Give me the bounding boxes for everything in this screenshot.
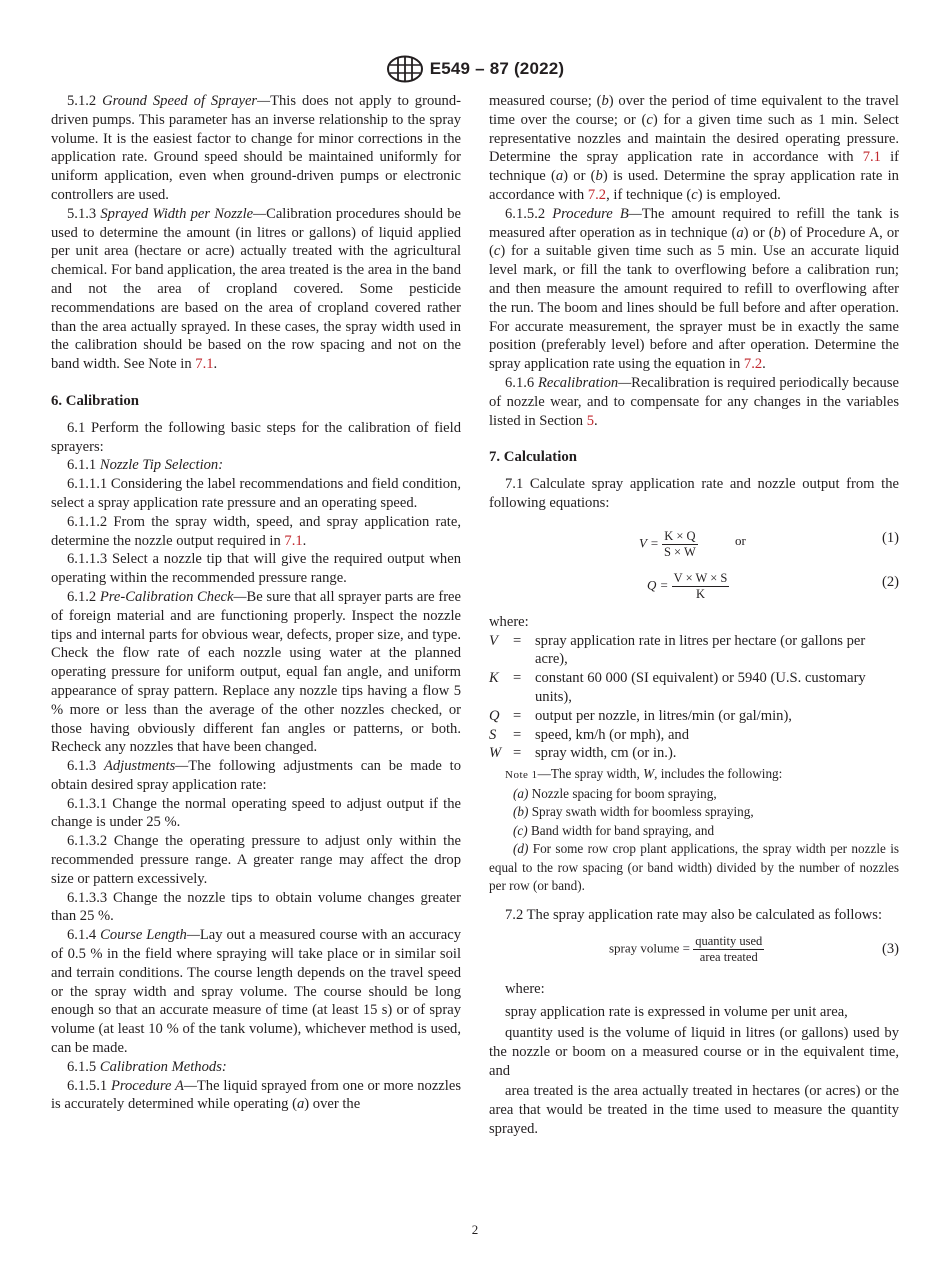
definition-sym: Q [489, 707, 500, 724]
right-column [489, 92, 899, 1139]
astm-logo-icon [386, 55, 424, 83]
definition-text: spray width, cm (or in.). [535, 745, 677, 762]
heading-calibration: 6. Calibration [51, 392, 139, 409]
ref-7-1[interactable]: 7.1 [195, 356, 214, 373]
page-number: 2 [471, 1222, 479, 1237]
definition-spray-volume: spray application rate is expressed in volume per unit area, [505, 1004, 848, 1021]
section-6-1-1-1: 6.1.1.1 Considering the label recommendations and field condition, select a spray application rate pressure and an operating speed. [51, 476, 461, 511]
equation-3: spray volume = $\frac{\text{quantity used}}{\text{area treated}}$ (3) [609, 934, 899, 965]
equation-2: Q = $\frac{V \times W \times S}{K}$ (2) [647, 570, 899, 601]
ref-section-5[interactable]: 5 [586, 412, 594, 429]
section-6-1-5: 6.1.5 Calibration Methods: [67, 1058, 227, 1075]
definition-text: speed, km/h (or mph), and [535, 726, 690, 743]
section-7-2: 7.2 The spray application rate may also be calculated as follows: [505, 906, 883, 923]
where-label: where: [489, 613, 529, 630]
definition-area-treated: area treated is the area actually treated in hectares (or acres) or the area that would be treated in the time used to measure the quantity sprayed. [489, 1083, 899, 1137]
definition-text: constant 60 000 (SI equivalent) or 5940 (U.S. customary units), [535, 670, 866, 705]
definition-eq: = [513, 707, 522, 724]
definition-sym: K [489, 670, 499, 687]
section-6-1-3: 6.1.3 Adjustments—The following adjustments can be made to obtain desired spray application rate: [51, 758, 461, 793]
definition-quantity-used: quantity used is the volume of liquid in litres (or gallons) used by the nozzle or boom on a measured course or in the equivalent time, and [489, 1025, 899, 1079]
section-5-1-3: 5.1.3 Sprayed Width per Nozzle—Calibration procedures should be used to determine the amount (in litres or gallons) of liquid applied per unit area (hectare or acre) actually treated with the agricultural chemical. For band application, the area treated is the area in the band and not the area of cropland covered. Some pesticide recommendations are based on the area of cropland covered rather than the area actually sprayed. In these cases, the spray width used in the calibration should be based on the row spacing and not on the band width. See Note in 7.1. [51, 205, 461, 373]
ref-7-2[interactable]: 7.2 [587, 186, 607, 203]
section-6-1-2: 6.1.2 Pre-Calibration Check—Be sure that all sprayer parts are free of foreign material and are functioning properly. Inspect the nozzle tips and internal parts for obvious wear, defects, proper size, and type. Check the flow rate of each nozzle using water at the planned operating pressure for uniform output, equal fan angle, and uniform appearance of spray pattern. Replace any nozzle tips having a flow 5 % more or less than the average of the other nozzles checked, or those having obviously different fan angles or patterns, or both. Recheck any nozzles that have been changed. [51, 588, 462, 756]
ref-7-1[interactable]: 7.1 [862, 149, 881, 166]
section-6-1-6: 6.1.6 Recalibration—Recalibration is required periodically because of nozzle wear, and to compensate for any changes in the variables listed in Section 5. [489, 374, 899, 429]
section-7-1: 7.1 Calculate spray application rate and nozzle output from the following equations: [489, 476, 899, 511]
variable-definitions [489, 632, 899, 764]
ref-7-1[interactable]: 7.1 [284, 532, 303, 549]
document-id: E549 – 87 (2022) [429, 59, 565, 78]
definition-row [489, 744, 899, 763]
section-6-1-5-1-continued: measured course; (b) over the period of time equivalent to the travel time over the course; or (c) for a given time such as 1 min. Select representative nozzles and maintain the desired operating pressure. Determine the spray application rate in accordance with 7.1 if technique (a) or (b) is used. Determine the spray application rate in accordance with 7.2, if technique (c) is employed. [489, 93, 899, 203]
section-6-1-5-1: 6.1.5.1 Procedure A—The liquid sprayed from one or more nozzles is accurately determined while operating (a) over the [51, 1077, 461, 1113]
note-item: (c) Band width for band spraying, and [513, 822, 715, 838]
section-6-1-1: 6.1.1 Nozzle Tip Selection: [67, 457, 224, 474]
where-label-2: where: [505, 981, 545, 998]
section-6-1-5-2: 6.1.5.2 Procedure B—The amount required to refill the tank is measured after operation as in technique (a) or (b) of Procedure A, or (c) for a suitable given time such as 5 min. Use an accurate liquid level mark, or fill the tank to overflowing before a calibration run; and then measure the amount required to refill to overflowing after the run. The boom and lines should be full before and after operation. For accurate measurement, the sprayer must be in exactly the same position (preferably level) before and after operation. Determine the spray application rate using the equation in 7.2. [489, 205, 899, 373]
note-item: (d) For some row crop plant applications, the spray width per nozzle is equal to the row spacing (or band width) divided by the number of nozzles per row (or band). [489, 841, 899, 894]
definition-row [489, 707, 899, 726]
definition-text: spray application rate in litres per hectare (or gallons per acre), [535, 632, 866, 668]
equation-1: V = $\frac{K \times Q}{S \times W}$ or (1) [639, 528, 899, 559]
definition-eq: = [513, 726, 522, 743]
left-column [51, 92, 461, 1114]
definition-sym: W [489, 745, 502, 762]
definition-eq: = [513, 745, 522, 762]
definition-eq: = [513, 632, 522, 649]
section-6-1-3-2: 6.1.3.2 Change the operating pressure to adjust only within the recommended pressure range. A greater range may affect the drop size or pattern excessively. [51, 833, 461, 887]
definition-row [489, 726, 899, 745]
section-6-1-4: 6.1.4 Course Length—Lay out a measured course with an accuracy of 0.5 % in the field where spraying will take place or in similar soil and terrain conditions. The course length depends on the travel speed or the spray width and spray volume. The course should be long enough so that an accurate measure of time (at least 15 s) or of spray volume (at least 10 % of the tank volume), whichever method is used, can be made. [51, 927, 462, 1057]
definition-row [489, 632, 899, 670]
section-6-1-3-1: 6.1.3.1 Change the normal operating speed to adjust output if the change is under 25 %. [51, 795, 461, 831]
definition-row [489, 669, 899, 707]
section-6-1: 6.1 Perform the following basic steps for the calibration of field sprayers: [51, 419, 461, 455]
note-item: (b) Spray swath width for boomless spraying, [513, 804, 754, 820]
section-6-1-3-3: 6.1.3.3 Change the nozzle tips to obtain volume changes greater than 25 %. [51, 889, 461, 925]
section-6-1-1-2: 6.1.1.2 From the spray width, speed, and spray application rate, determine the nozzle output required in 7.1. [51, 513, 461, 549]
section-6-1-1-3: 6.1.1.3 Select a nozzle tip that will give the required output when operating within the recommended pressure range. [51, 551, 461, 587]
ref-7-2[interactable]: 7.2 [743, 356, 763, 373]
definition-eq: = [513, 670, 522, 687]
definition-sym: S [489, 726, 497, 743]
note-item: (a) Nozzle spacing for boom spraying, [513, 785, 717, 801]
definition-sym: V [489, 632, 498, 649]
page-header [0, 56, 950, 82]
section-5-1-2: 5.1.2 Ground Speed of Sprayer—This does not apply to ground-driven pumps. This parameter has an inverse relationship to the spray volume. It is the easiest factor to change for minor corrections in the application rate. Ground speed should be maintained uniformly for uniform application, even when ground-driven pumps or electronic controllers are used. [51, 93, 461, 203]
heading-calculation: 7. Calculation [489, 449, 577, 466]
definition-text: output per nozzle, in litres/min (or gal/min), [535, 707, 792, 724]
note-1: Note 1—The spray width, W, includes the following: (a) Nozzle spacing for boom spraying, (b) Spray swath width for boomless spraying, (c) Band width for band spraying, and (d) For some row crop plant applications, the spray width per nozzle is equal to the row spacing (or band width) divided by the number of nozzles per row (or band). [489, 765, 899, 896]
